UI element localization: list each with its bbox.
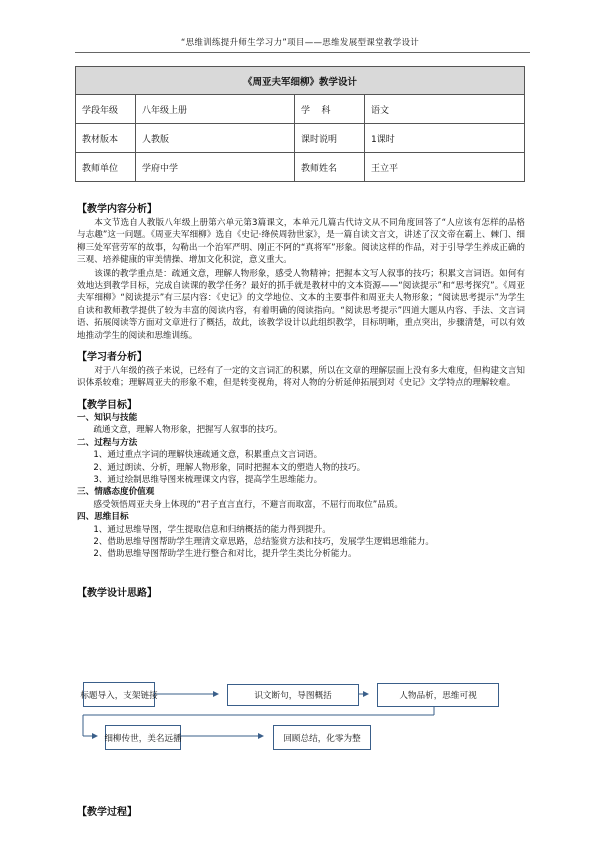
lesson-title: 《周亚夫军细柳》教学设计 — [76, 67, 525, 95]
value-subject: 语文 — [365, 95, 525, 124]
value-teacher: 王立平 — [365, 153, 525, 182]
flow-step-3: 人物品析，思维可视 — [377, 683, 499, 707]
section-heading-learner: 【学习者分析】 — [77, 352, 147, 364]
objective-item: 感受领悟周亚夫身上体现的“君子直言直行，不避言而取富，不屈行而取位”品质。 — [93, 499, 404, 510]
objective-item: 2、通过朗读、分析，理解人物形象，同时把握本文的塑造人物的技巧。 — [93, 462, 366, 473]
objective-item: 1、通过重点字词的理解快速疏通文意，积累重点文言词语。 — [93, 450, 323, 461]
label-subject: 学 科 — [295, 95, 365, 124]
objective-group-title: 一、知识与技能 — [77, 412, 138, 423]
header-rule — [75, 52, 530, 53]
section-heading-content: 【教学内容分析】 — [77, 204, 157, 215]
section-heading-design: 【教学设计思路】 — [77, 587, 157, 599]
table-row — [76, 95, 525, 124]
document-header: “思维训练提升师生学习力”项目——思维发展型课堂教学设计 — [180, 38, 420, 48]
label-school: 教师单位 — [76, 153, 136, 182]
value-school: 学府中学 — [136, 153, 295, 182]
table-row — [76, 153, 525, 182]
flow-step-4: 细柳传世，美名远播 — [105, 725, 181, 750]
flow-step-2: 识文断句，导图概括 — [227, 684, 359, 706]
objective-item: 疏通文意，理解人物形象，把握写人叙事的技巧。 — [93, 425, 283, 436]
section-heading-objectives: 【教学目标】 — [77, 399, 137, 411]
paragraph: 对于八年级的孩子来说，已经有了一定的文言词汇的积累，所以在文章的理解层面上没有多大难度，但构建文言知识体系较难；理解周亚夫的形象不难，但是转变视角，将对人物的分析延伸拓展到对《史记》文学特点的理解较难。 — [77, 366, 525, 389]
objective-item: 2、借助思维导图帮助学生进行整合和对比，提升学生类比分析能力。 — [93, 549, 357, 560]
info-table — [75, 66, 525, 182]
design-flowchart — [75, 680, 525, 800]
flow-step-5: 回顾总结，化零为整 — [273, 725, 371, 750]
objective-group-title: 三、情感态度价值观 — [77, 487, 155, 498]
paragraph: 该课的教学重点是：疏通文意，理解人物形象，感受人物精神；把握本文写人叙事的技巧；积累文言词语。如何有效地达到教学目标，完成自读课的教学任务？最好的抓手就是教材中的文本资源——“阅读提示”和“思考探究”。《周亚夫军细柳》“阅读提示”有三层内容：《史记》的文学地位、文本的主要事件和周亚夫人物形象；“阅读思考提示”为学生自读和教师教学提供了较为丰富的阅读内容，有着明确的阅读指向。“阅读思考提示”四道大题从内容、手法、文言词语、拓展阅读等方面对文章进行了概括，故此，该教学设计以此组织教学，目标明晰，重点突出，步骤清楚，可以有效地推动学生的阅读和思维训练。 — [77, 268, 525, 341]
value-grade: 八年级上册 — [136, 95, 295, 124]
table-row — [76, 124, 525, 153]
objective-item: 2、借助思维导图帮助学生理清文章思路，总结鉴赏方法和技巧，发展学生逻辑思维能力。 — [93, 536, 434, 547]
objective-item: 3、通过绘制思维导图来梳理课文内容，提高学生思维能力。 — [93, 474, 323, 485]
section-heading-process: 【教学过程】 — [77, 807, 137, 818]
objective-group-title: 四、思维目标 — [77, 512, 129, 523]
flow-step-1: 标题导入，支架链接 — [83, 682, 155, 707]
paragraph: 本文节选自人教版八年级上册第六单元第3篇课文，本单元几篇古代诗文从不同角度回答了“人应该有怎样的品格与志趣”这一问题。《周亚夫军细柳》选自《史记·绛侯周勃世家》，是一篇自读文言文，讲述了汉文帝在霸上、棘门、细柳三处军营劳军的故事，勾勒出一个治军严明、刚正不阿的“真将军”形象。阅读这样的作品，对于引导学生养成正确的三观、培养健康的审美情操、增加文化积淀，意义重大。 — [77, 218, 525, 266]
objective-group-title: 二、过程与方法 — [77, 437, 138, 448]
label-grade: 学段年级 — [76, 95, 136, 124]
document-body — [77, 203, 525, 600]
value-period: 1课时 — [365, 124, 525, 153]
label-textbook: 教材版本 — [76, 124, 136, 153]
objective-item: 1、通过思维导图，学生提取信息和归纳概括的能力得到提升。 — [93, 524, 331, 535]
label-period: 课时说明 — [295, 124, 365, 153]
value-textbook: 人教版 — [136, 124, 295, 153]
label-teacher: 教师姓名 — [295, 153, 365, 182]
